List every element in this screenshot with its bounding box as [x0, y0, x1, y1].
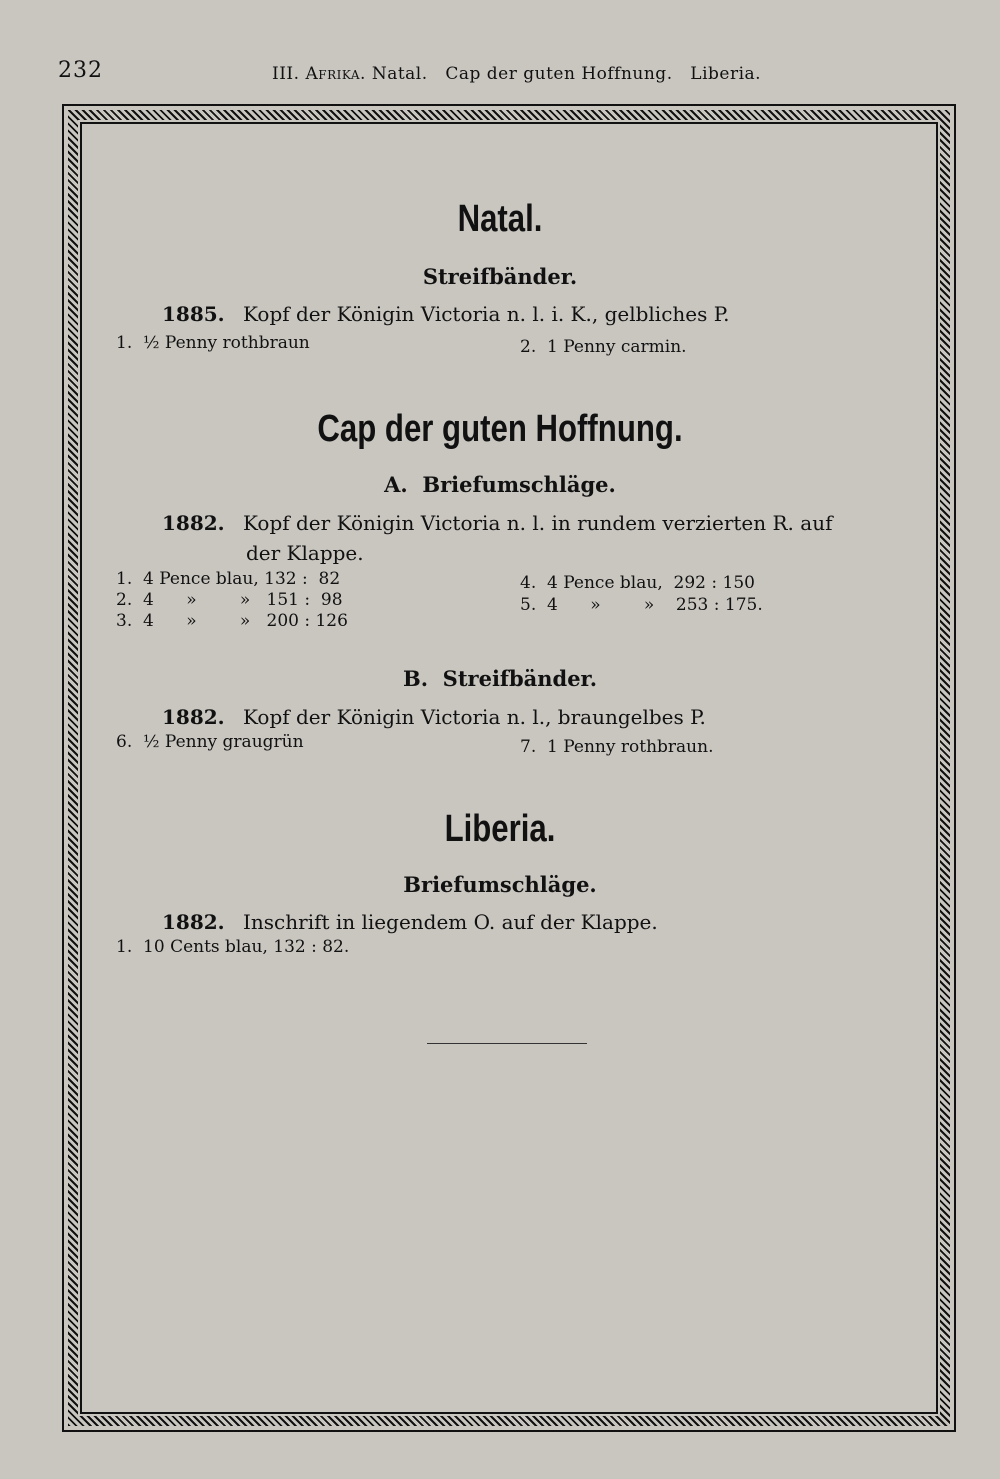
cap-b-item-6: 6. ½ Penny graugrün [116, 732, 304, 752]
cap-a-item-5: 5. 4 » » 253 : 175. [520, 595, 763, 615]
cap-a-item-1: 1. 4 Pence blau, 132 : 82 [116, 569, 341, 589]
running-head-smallcaps: Afrika. [305, 64, 366, 84]
liberia-item-1: 1. 10 Cents blau, 132 : 82. [116, 937, 350, 957]
cap-a-item-4: 4. 4 Pence blau, 292 : 150 [520, 573, 755, 593]
cap-subhead-b: B. Streifbänder. [402, 666, 598, 691]
running-head-part: III. [272, 64, 300, 84]
page-number: 232 [58, 58, 103, 83]
cap-a-entry [162, 511, 832, 535]
liberia-description: Inschrift in liegendem O. auf der Klappe. [243, 910, 658, 934]
liberia-subhead: Briefumschläge. [403, 872, 597, 897]
cap-a-description-cont: der Klappe. [246, 541, 364, 565]
natal-subhead: Streifbänder. [422, 264, 578, 289]
liberia-year: 1882. [162, 910, 225, 934]
natal-description: Kopf der Königin Victoria n. l. i. K., gelbliches P. [243, 302, 730, 326]
cap-b-year: 1882. [162, 705, 225, 729]
natal-item-1: 1. ½ Penny rothbraun [116, 333, 310, 353]
cap-subhead-a: A. Briefumschläge. [384, 472, 616, 497]
natal-title: Natal. [457, 198, 543, 240]
cap-a-item-2: 2. 4 » » 151 : 98 [116, 590, 343, 610]
cap-title: Cap der guten Hoffnung. [317, 408, 683, 450]
liberia-entry [162, 910, 658, 934]
closing-rule [427, 1043, 587, 1044]
running-head-rest: Natal. Cap der guten Hoffnung. Liberia. [371, 64, 762, 84]
cap-a-description: Kopf der Königin Victoria n. l. in rundem verzierten R. auf [243, 511, 833, 535]
liberia-title: Liberia. [444, 808, 556, 850]
cap-a-year: 1882. [162, 511, 225, 535]
cap-a-item-3: 3. 4 » » 200 : 126 [116, 611, 348, 631]
natal-year: 1885. [162, 302, 225, 326]
cap-b-item-7: 7. 1 Penny rothbraun. [520, 737, 714, 757]
cap-b-entry [162, 705, 706, 729]
cap-b-description: Kopf der Königin Victoria n. l., braungelbes P. [243, 705, 706, 729]
running-head [272, 64, 761, 84]
natal-entry [162, 302, 730, 326]
natal-item-2: 2. 1 Penny carmin. [520, 337, 687, 357]
